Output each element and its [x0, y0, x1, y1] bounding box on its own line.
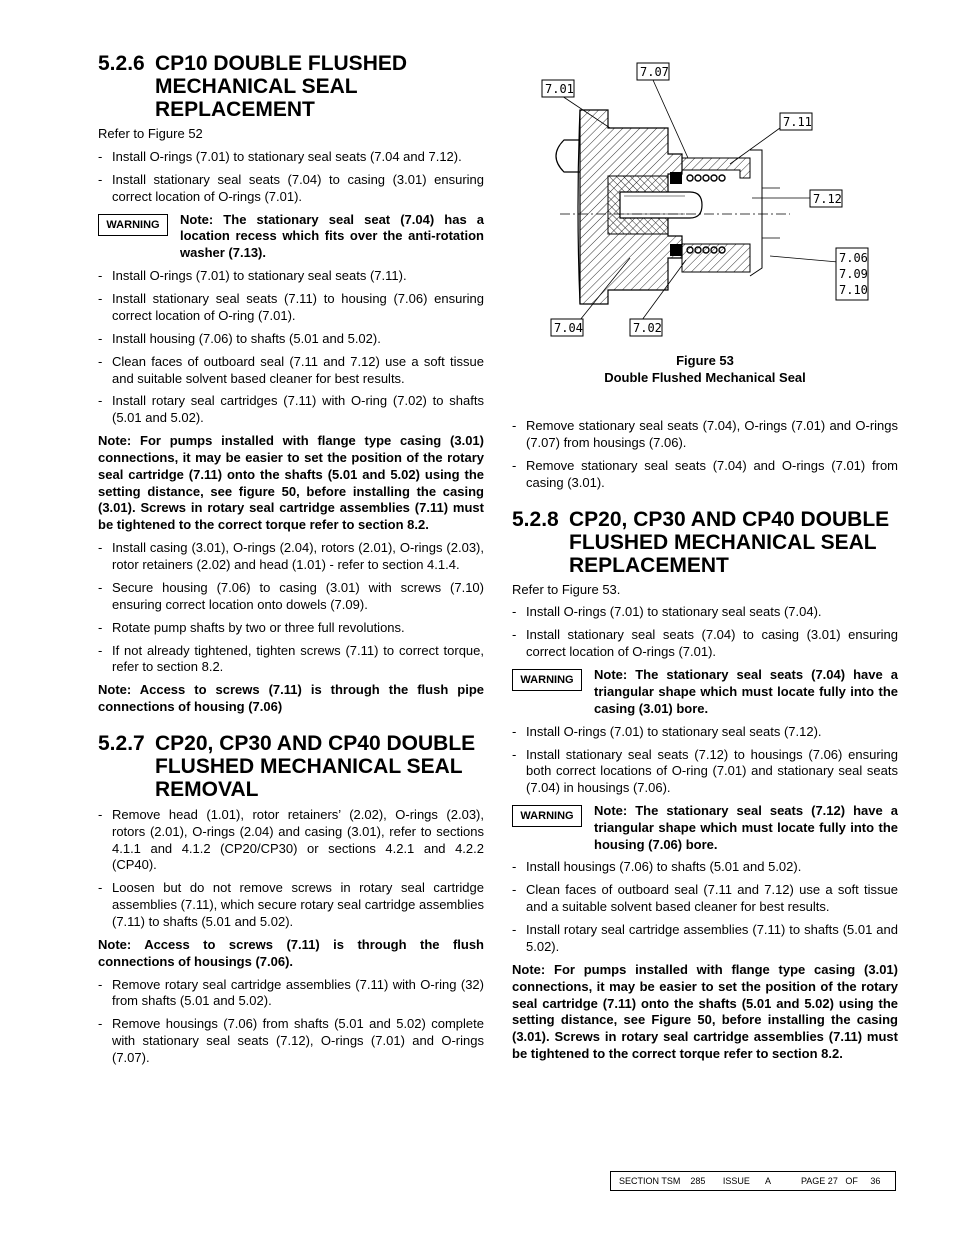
list-item: - Install stationary seal seats (7.04) to casing (3.01) ensuring correct location of O-rings (7.01). — [512, 627, 898, 661]
steps-list-527c — [512, 418, 898, 491]
note-access-527: Note: Access to screws (7.11) is through the flush connections of housings (7.06). — [98, 936, 484, 969]
label-7-07: 7.07 — [640, 65, 669, 79]
label-7-01: 7.01 — [545, 82, 574, 96]
refer-to-figure: Refer to Figure 52 — [98, 126, 203, 141]
label-7-12: 7.12 — [813, 192, 842, 206]
list-item: - Remove rotary seal cartridge assemblies (7.11) with O-ring (32) from shafts (5.01 and 5.02). — [98, 977, 484, 1011]
list-item: - Clean faces of outboard seal (7.11 and 7.12) use a soft tissue and suitable solvent based cleaner for best results. — [98, 354, 484, 388]
footer-total-pages: 36 — [870, 1176, 881, 1186]
warning-block — [98, 212, 484, 262]
steps-list-526b — [98, 268, 484, 427]
refer-to-figure: Refer to Figure 53. — [512, 581, 621, 597]
seal-cross-section-diagram — [540, 58, 870, 340]
warning-block — [512, 667, 898, 717]
list-item: - Install rotary seal cartridge assemblies (7.11) to shafts (5.01 and 5.02). — [512, 922, 898, 956]
list-item: - Remove stationary seal seats (7.04), O-rings (7.01) and O-rings (7.07) from housings (7.06). — [512, 418, 898, 452]
steps-list-528c — [512, 859, 898, 955]
warning-note: Note: The stationary seal seat (7.04) has a location recess which fits over the anti-rotation washer (7.13). — [180, 211, 484, 261]
warning-badge: WARNING — [512, 805, 582, 827]
steps-list-527b — [98, 977, 484, 1067]
list-item: - Clean faces of outboard seal (7.11 and 7.12) use a soft tissue and a suitable solvent based cleaner for best results. — [512, 882, 898, 916]
steps-list-528a — [512, 604, 898, 661]
footer-issue-label: ISSUE — [722, 1176, 750, 1186]
warning-badge: WARNING — [98, 214, 168, 236]
label-7-02: 7.02 — [633, 321, 662, 335]
warning-note: Note: The stationary seal seats (7.12) have a triangular shape which must locate fully into the housing (7.06) bore. — [594, 803, 898, 852]
label-7-10: 7.10 — [839, 283, 868, 297]
list-item: - Install O-rings (7.01) to stationary seal seats (7.11). — [98, 268, 484, 285]
page-footer — [610, 1171, 896, 1191]
list-item: - Install O-rings (7.01) to stationary seal seats (7.04). — [512, 604, 898, 621]
list-item: - Install O-rings (7.01) to stationary seal seats (7.12). — [512, 724, 898, 741]
list-item: - Remove head (1.01), rotor retainers’ (2.02), O-rings (2.03), rotors (2.01), O-rings (2.04) and casing (3.01), refer to sections 4.1.1 and 4.1.2 (CP20/CP30) or sections 4.2.1 and 4.2.2 (CP40). — [98, 807, 484, 874]
warning-badge: WARNING — [512, 669, 582, 691]
section-5-2-7-heading: 5.2.7 CP20, CP30 AND CP40 DOUBLE FLUSHED MECHANICAL SEAL REMOVAL — [98, 731, 476, 801]
list-item: - Install stationary seal seats (7.11) to housing (7.06) ensuring correct location of O-ring (7.01). — [98, 291, 484, 325]
footer-of-label: OF — [845, 1176, 858, 1186]
footer-issue-value: A — [764, 1176, 771, 1186]
label-7-06: 7.06 — [839, 251, 868, 265]
list-item: - Install stationary seal seats (7.12) to housings (7.06) ensuring both correct locations of O-ring (7.01) and stationary seal seats (7.04) in housings (7.06). — [512, 747, 898, 797]
steps-list-526c — [98, 540, 484, 676]
figure-title: Double Flushed Mechanical Seal — [604, 370, 806, 385]
steps-list-526a — [98, 149, 484, 206]
warning-note: Note: The stationary seal seats (7.04) have a triangular shape which must locate fully into the casing (3.01) bore. — [594, 667, 898, 716]
list-item: - Install O-rings (7.01) to stationary seal seats (7.04 and 7.12). — [98, 149, 484, 166]
footer-section-value: 285 — [690, 1176, 706, 1186]
right-column — [512, 418, 898, 1069]
figure-53-drawing — [540, 58, 870, 340]
figure-caption — [512, 352, 898, 386]
list-item: - Install housings (7.06) to shafts (5.01 and 5.02). — [512, 859, 898, 876]
list-item: - Loosen but do not remove screws in rotary seal cartridge assemblies (7.11), which secure rotary seal cartridge assemblies (7.11) to shafts (5.01 and 5.02). — [98, 880, 484, 930]
list-item: - Install rotary seal cartridges (7.11) with O-ring (7.02) to shafts (5.01 and 5.02). — [98, 393, 484, 427]
section-5-2-8-heading: 5.2.8 CP20, CP30 AND CP40 DOUBLE FLUSHED MECHANICAL SEAL REPLACEMENT — [512, 507, 890, 577]
list-item: - Remove stationary seal seats (7.04) and O-rings (7.01) from casing (3.01). — [512, 458, 898, 492]
list-item: - Remove housings (7.06) from shafts (5.01 and 5.02) complete with stationary seal seats (7.12), O-rings (7.01) and O-rings (7.07). — [98, 1016, 484, 1066]
note-access: Note: Access to screws (7.11) is through the flush pipe connections of housing (7.06) — [98, 682, 484, 715]
steps-list-528b — [512, 724, 898, 797]
figure-number: Figure 53 — [676, 353, 734, 368]
list-item: - Rotate pump shafts by two or three full revolutions. — [98, 620, 484, 637]
label-7-11: 7.11 — [783, 115, 812, 129]
list-item: - Secure housing (7.06) to casing (3.01) with screws (7.10) ensuring correct location onto dowels (7.09). — [98, 580, 484, 614]
list-item: - Install housing (7.06) to shafts (5.01 and 5.02). — [98, 331, 484, 348]
footer-section-label: SECTION TSM — [619, 1176, 681, 1186]
label-7-04: 7.04 — [554, 321, 583, 335]
list-item: - Install casing (3.01), O-rings (2.04), rotors (2.01), O-rings (2.03), rotor retainers (2.02) and head (1.01) - refer to section 4.1.4. — [98, 540, 484, 574]
warning-block — [512, 803, 898, 853]
steps-list-527a — [98, 807, 484, 931]
list-item: - Install stationary seal seats (7.04) to casing (3.01) ensuring correct location of O-rings (7.01). — [98, 172, 484, 206]
left-column — [98, 52, 484, 1073]
note-flange: Note: For pumps installed with flange type casing (3.01) connections, it may be easier to set the position of the rotary seal cartridge (7.11) onto the shafts (5.01 and 5.02) using the setting distance, see figure 50, before installing the casing (3.01). Screws in rotary seal cartridge assemblies (7.11) must be tightened to the correct torque refer to section 8.2. — [98, 433, 484, 533]
footer-page-label: PAGE 27 — [800, 1176, 838, 1186]
list-item: - If not already tightened, tighten screws (7.11) to correct torque, refer to section 8.2. — [98, 643, 484, 677]
section-5-2-6-heading: 5.2.6 CP10 DOUBLE FLUSHED MECHANICAL SEAL REPLACEMENT — [98, 52, 408, 121]
label-7-09: 7.09 — [839, 267, 868, 281]
note-flange: Note: For pumps installed with flange type casing (3.01) connections, it may be easier to set the position of the rotary seal cartridge (7.11) onto the shafts (5.01 and 5.02) using the setting distance, see Figure 50, before installing the casing (3.01). Screws in rotary seal cartridge assemblies (7.11) must be tightened to the correct torque refer to section 8.2. — [512, 962, 898, 1061]
